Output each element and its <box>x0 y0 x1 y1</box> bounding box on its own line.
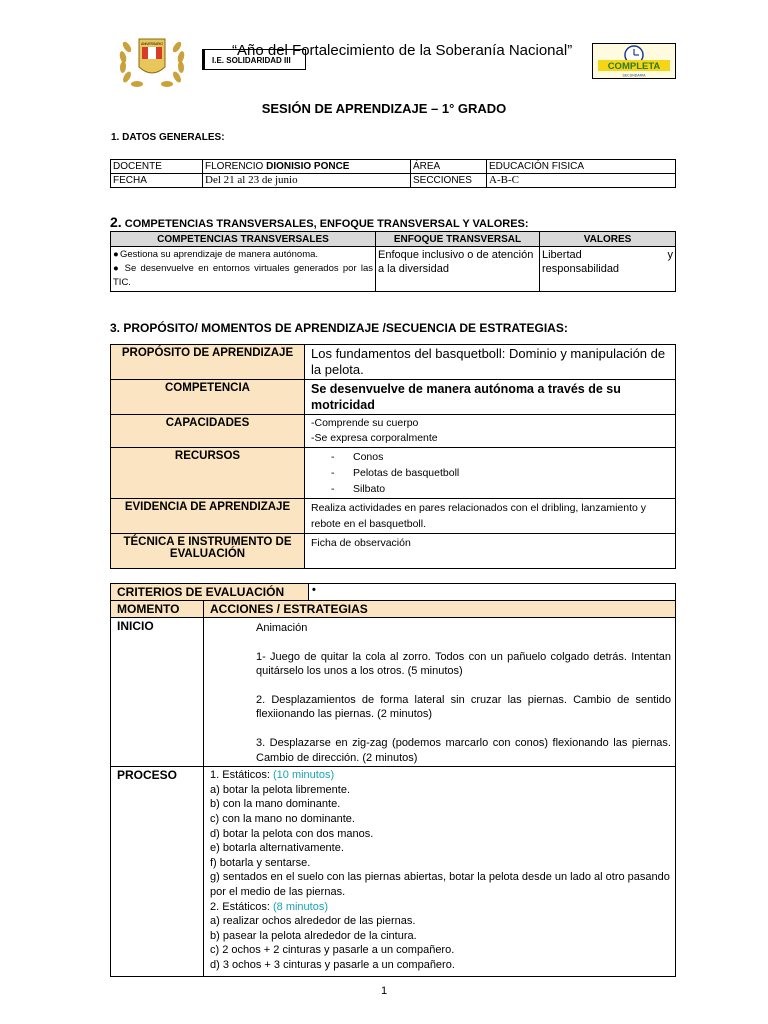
national-year-motto: “Año del Fortalecimiento de la Soberanía Nacional” <box>232 42 573 59</box>
fecha-label: FECHA <box>111 174 203 188</box>
capacidades-value: -Comprende su cuerpo -Se expresa corporalmente <box>305 415 676 448</box>
acciones-header: ACCIONES / ESTRATEGIAS <box>204 601 676 618</box>
tecnica-value: Ficha de observación <box>305 534 676 569</box>
docente-value: FLORENCIO DIONISIO PONCE <box>203 160 411 174</box>
capacidades-label: CAPACIDADES <box>111 415 305 448</box>
fecha-value: Del 21 al 23 de junio <box>203 174 411 188</box>
proposito-value: Los fundamentos del basquetboll: Dominio y manipulación de la pelota. <box>305 345 676 380</box>
col-enfoque: ENFOQUE TRANSVERSAL <box>376 232 540 247</box>
competencia-value: Se desenvuelve de manera autónoma a través de su motricidad <box>305 380 676 415</box>
evidencia-value: Realiza actividades en pares relacionados con el dribling, lanzamiento y rebote en el basquetboll. <box>305 499 676 534</box>
proceso-a: a) botar la pelota libremente. <box>210 783 351 796</box>
jec-completa-logo <box>592 43 676 79</box>
col-valores: VALORES <box>540 232 676 247</box>
section1-heading: 1. DATOS GENERALES: <box>111 132 225 143</box>
recursos-label: RECURSOS <box>111 448 305 499</box>
docente-label: DOCENTE <box>111 160 203 174</box>
svg-text:ANIVERSARIO: ANIVERSARIO <box>141 42 163 46</box>
momento-header: MOMENTO <box>111 601 204 618</box>
criterios-label: CRITERIOS DE EVALUACIÓN <box>111 584 309 601</box>
proceso-label: PROCESO <box>111 767 204 977</box>
section2-heading: 2. COMPETENCIAS TRANSVERSALES, ENFOQUE TRANSVERSAL Y VALORES: <box>110 214 529 230</box>
proceso2-d: d) 3 ochos + 3 cinturas y pasarle a un compañero. <box>210 958 455 971</box>
competencias-transversales-table <box>110 231 676 292</box>
proceso-actions: 1. Estáticos: (10 minutos) a) botar la pelota libremente. b) con la mano dominante. c) con la mano no dominante. d) botar la pelota con dos manos. e) botarla alternativamente. f) botarla y sentarse. g) sentados en el suelo con las piernas abiertas, botar la pelota desde un lado al otro pasando por el medio de las piernas. 2. Estáticos: (8 minutos) a) realizar ochos alrededor de las piernas. b) pasear la pelota alrededor de la cintura. c) 2 ochos + 2 cinturas y pasarle a un compañero. d) 3 ochos + 3 cinturas y pasarle a un compañero. <box>204 767 676 977</box>
secciones-value: A-B-C <box>487 174 676 188</box>
proposito-label: PROPÓSITO DE APRENDIZAJE <box>111 345 305 380</box>
proceso2-b: b) pasear la pelota alrededor de la cintura. <box>210 929 417 942</box>
inicio-label: INICIO <box>111 618 204 767</box>
enfoque-cell: Enfoque inclusivo o de atención a la diversidad <box>376 247 540 292</box>
momentos-table <box>110 583 676 977</box>
proceso-d: d) botar la pelota con dos manos. <box>210 827 374 840</box>
inicio-actions: Animación 1- Juego de quitar la cola al zorro. Todos con un pañuelo colgado detrás. Intentan quitárselo los unos a los otros. (5 minutos) 2. Desplazamientos de forma lateral sin cruzar las piernas. Cambio de sentido flexiionando las piernas. (2 minutos) 3. Desplazarse en zig-zag (podemos marcarlo con conos) flexionando las piernas. Cambio de dirección. (2 minutos) <box>204 618 676 767</box>
competencia-label: COMPETENCIA <box>111 380 305 415</box>
proceso-f: f) botarla y sentarse. <box>210 856 311 869</box>
area-label: ÁREA <box>411 160 487 174</box>
tecnica-label: TÉCNICA E INSTRUMENTO DE EVALUACIÓN <box>111 534 305 569</box>
col-competencias: COMPETENCIAS TRANSVERSALES <box>111 232 376 247</box>
school-name: I.E. SOLIDARIDAD III <box>212 56 291 65</box>
proceso-c: c) con la mano no dominante. <box>210 812 355 825</box>
proceso-b: b) con la mano dominante. <box>210 798 341 811</box>
valores-cell: Libertad y responsabilidad <box>540 247 676 292</box>
proceso2-c: c) 2 ochos + 2 cinturas y pasarle a un compañero. <box>210 944 455 957</box>
svg-text:SECUNDARIA: SECUNDARIA <box>622 73 646 78</box>
page-number: 1 <box>380 985 388 997</box>
evidencia-label: EVIDENCIA DE APRENDIZAJE <box>111 499 305 534</box>
school-anniversary-logo <box>117 33 187 89</box>
proposito-table <box>110 344 676 569</box>
area-value: EDUCACIÓN FISICA <box>487 160 676 174</box>
proceso2-a: a) realizar ochos alrededor de las piernas. <box>210 915 416 928</box>
datos-generales-table <box>110 159 676 188</box>
page-title: SESIÓN DE APRENDIZAJE – 1° GRADO <box>261 101 507 116</box>
svg-text:COMPLETA: COMPLETA <box>607 61 661 72</box>
proceso-e: e) botarla alternativamente. <box>210 842 344 855</box>
recursos-list: - Conos - Pelotas de basquetboll - Silbato <box>305 448 676 499</box>
criterios-value: • <box>309 584 676 601</box>
competencias-cell: ● Gestiona su aprendizaje de manera autónoma. ● Se desenvuelve en entornos virtuales generados por las TIC. <box>111 247 376 292</box>
section3-heading: 3. PROPÓSITO/ MOMENTOS DE APRENDIZAJE /SECUENCIA DE ESTRATEGIAS: <box>110 321 568 335</box>
proceso-g: g) sentados en el suelo con las piernas abiertas, botar la pelota desde un lado al otro pasando por el medio de las piernas. <box>210 871 670 898</box>
secciones-label: SECCIONES <box>411 174 487 188</box>
